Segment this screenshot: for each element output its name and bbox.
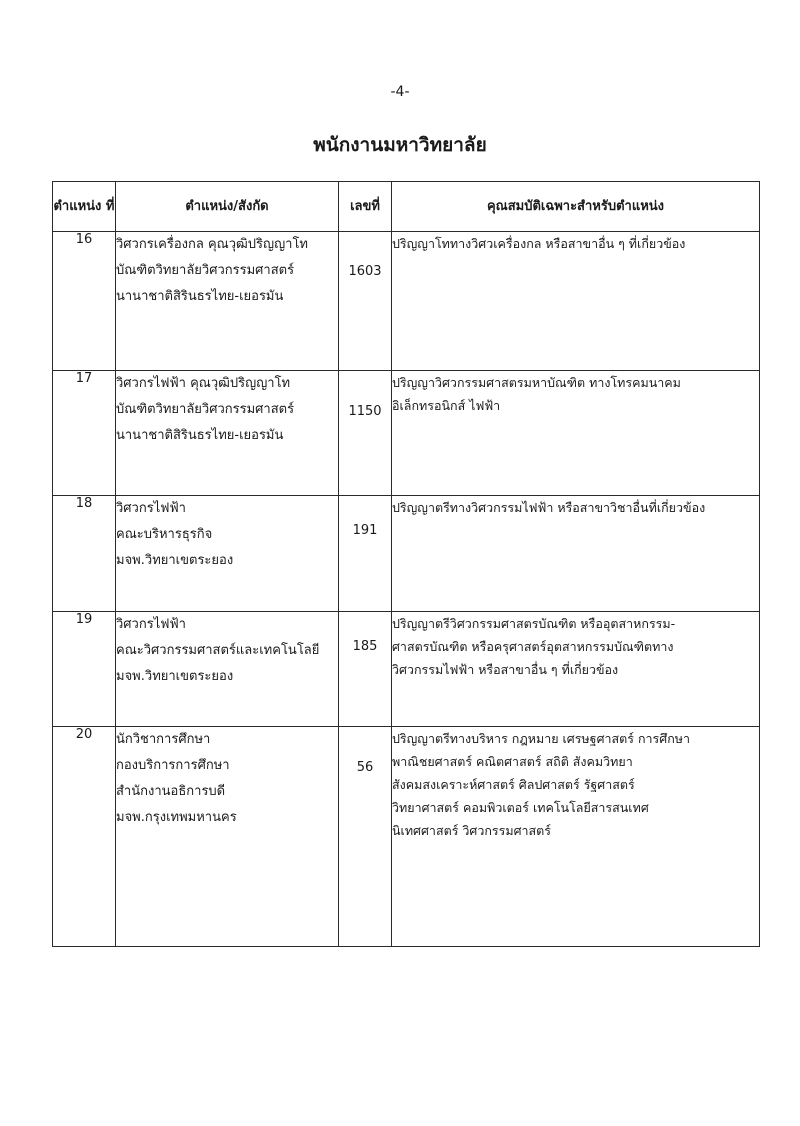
page-title: พนักงานมหาวิทยาลัย xyxy=(313,134,487,156)
qualifications xyxy=(392,232,760,371)
qualifications xyxy=(392,612,760,727)
position-number xyxy=(339,371,392,496)
position-no: 20 xyxy=(53,727,116,947)
position-title xyxy=(116,232,339,371)
position-title xyxy=(116,612,339,727)
qualification-line: ปริญญาตรีทางวิศวกรรมไฟฟ้า หรือสาขาวิชาอื่นที่เกี่ยวข้อง xyxy=(392,500,706,515)
qualification-line: ปริญญาโททางวิศวเครื่องกล หรือสาขาอื่น ๆ ที่เกี่ยวข้อง xyxy=(392,236,686,251)
qualification-line: ปริญญาวิศวกรรมศาสตรมหาบัณฑิต ทางโทรคมนาคม xyxy=(392,375,681,390)
table-row xyxy=(53,232,760,371)
title-line: วิศวกรไฟฟ้า xyxy=(116,501,186,516)
title-line: บัณฑิตวิทยาลัยวิศวกรรมศาสตร์ xyxy=(116,263,295,278)
header-position-no: ตำแหน่ง ที่ xyxy=(53,182,116,232)
position-number xyxy=(339,496,392,612)
qualification-line: พาณิชยศาสตร์ คณิตศาสตร์ สถิติ สังคมวิทยา xyxy=(392,754,633,769)
qualification-line: นิเทศศาสตร์ วิศวกรรมศาสตร์ xyxy=(392,823,552,838)
table-row xyxy=(53,612,760,727)
position-no: 17 xyxy=(53,371,116,496)
position-number-value: 185 xyxy=(352,639,378,654)
qualification-line: สังคมสงเคราะห์ศาสตร์ ศิลปศาสตร์ รัฐศาสตร์ xyxy=(392,777,635,792)
header-position-title: ตำแหน่ง/สังกัด xyxy=(116,182,339,232)
position-number-value: 1603 xyxy=(348,264,382,279)
title-line: มจพ.กรุงเทพมหานคร xyxy=(116,810,237,825)
qualifications xyxy=(392,371,760,496)
position-no: 16 xyxy=(53,232,116,371)
qualification-line: ศาสตรบัณฑิต หรือครุศาสตร์อุตสาหกรรมบัณฑิตทาง xyxy=(392,639,674,654)
title-line: คณะบริหารธุรกิจ xyxy=(116,527,213,542)
table-row xyxy=(53,727,760,947)
position-title xyxy=(116,727,339,947)
positions-table xyxy=(52,181,760,947)
position-number-value: 1150 xyxy=(348,404,382,419)
qualifications xyxy=(392,727,760,947)
title-line: วิศวกรไฟฟ้า คุณวุฒิปริญญาโท xyxy=(116,376,291,391)
position-title xyxy=(116,496,339,612)
title-line: วิศวกรไฟฟ้า xyxy=(116,617,186,632)
table-row xyxy=(53,371,760,496)
position-no: 19 xyxy=(53,612,116,727)
page-number: -4- xyxy=(390,84,410,100)
position-number xyxy=(339,232,392,371)
title-line: คณะวิศวกรรมศาสตร์และเทคโนโลยี xyxy=(116,643,320,658)
position-number xyxy=(339,612,392,727)
title-line: มจพ.วิทยาเขตระยอง xyxy=(116,553,234,568)
title-line: มจพ.วิทยาเขตระยอง xyxy=(116,669,234,684)
header-number: เลขที่ xyxy=(339,182,392,232)
table-row xyxy=(53,496,760,612)
position-number-value: 56 xyxy=(356,760,374,775)
title-line: วิศวกรเครื่องกล คุณวุฒิปริญญาโท xyxy=(116,237,308,252)
title-line: นักวิชาการศึกษา xyxy=(116,732,211,747)
qualification-line: วิศวกรรมไฟฟ้า หรือสาขาอื่น ๆ ที่เกี่ยวข้อง xyxy=(392,662,619,677)
title-line: นานาชาติสิรินธรไทย-เยอรมัน xyxy=(116,428,284,443)
title-line: นานาชาติสิรินธรไทย-เยอรมัน xyxy=(116,289,284,304)
qualification-line: ปริญญาตรีวิศวกรรมศาสตรบัณฑิต หรืออุตสาหกรรม- xyxy=(392,616,676,631)
qualification-line: วิทยาศาสตร์ คอมพิวเตอร์ เทคโนโลยีสารสนเทศ xyxy=(392,800,649,815)
position-number xyxy=(339,727,392,947)
title-line: บัณฑิตวิทยาลัยวิศวกรรมศาสตร์ xyxy=(116,402,295,417)
qualifications xyxy=(392,496,760,612)
position-number-value: 191 xyxy=(352,523,378,538)
qualification-line: อิเล็กทรอนิกส์ ไฟฟ้า xyxy=(392,398,501,413)
position-title xyxy=(116,371,339,496)
title-line: สำนักงานอธิการบดี xyxy=(116,784,226,799)
qualification-line: ปริญญาตรีทางบริหาร กฎหมาย เศรษฐศาสตร์ การศึกษา xyxy=(392,731,691,746)
position-no: 18 xyxy=(53,496,116,612)
title-line: กองบริการการศึกษา xyxy=(116,758,230,773)
header-qualifications: คุณสมบัติเฉพาะสำหรับตำแหน่ง xyxy=(392,182,760,232)
table-header-row xyxy=(53,182,760,232)
